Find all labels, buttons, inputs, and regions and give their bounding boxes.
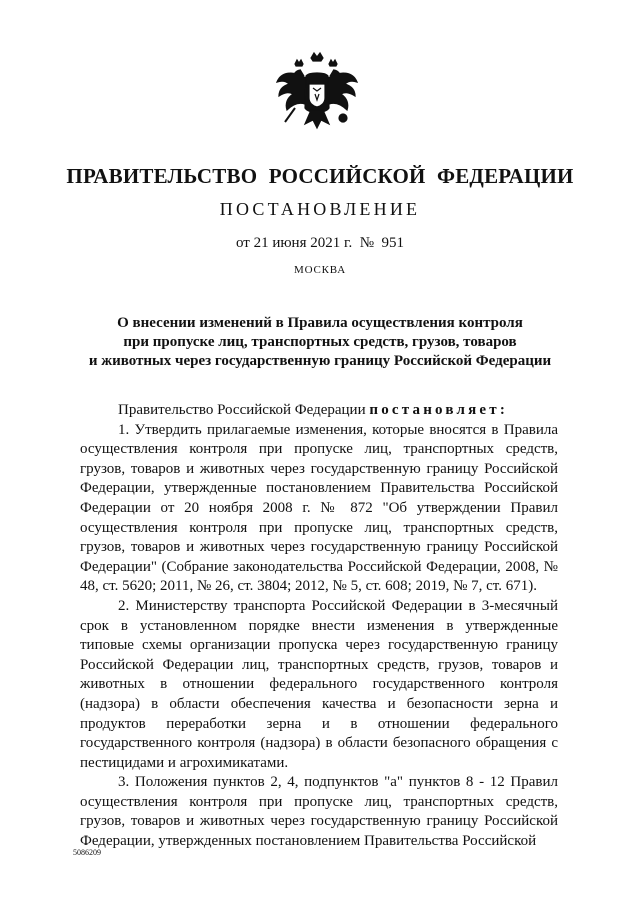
subject-line: при пропуске лиц, транспортных средств, грузов, товаров [123, 334, 517, 350]
document-subject [70, 314, 570, 371]
body-intro [80, 401, 558, 421]
document-city: МОСКВА [294, 264, 346, 276]
body-paragraph-2: 2. Министерству транспорта Российской Федерации в 3-месячный срок в установленном порядке внести изменения в утвержденные типовые схемы организации пропуска через государственную границу Российской Федерации лиц, транспортных средств, грузов, товаров и животных в отношении федерального государственного контроля (надзора) в области обеспечения качества и безопасности зерна и продуктов переработки зерна и в отношении федерального государственного контроля (надзора) в области безопасного обращения с пестицидами и агрохимикатами. [80, 597, 558, 771]
document-date-number: от 21 июня 2021 г. № 951 [235, 235, 405, 251]
subject-line: О внесении изменений в Правила осуществления контроля [117, 315, 523, 331]
body-paragraph-3: 3. Положения пунктов 2, 4, подпунктов "а" пунктов 8 - 12 Правил осуществления контроля при пропуске лиц, транспортных средств, грузов, товаров и животных через государственную границу Российской Федерации, утвержденных постановлением Правительства Российской [80, 774, 558, 850]
body-paragraph-1: 1. Утвердить прилагаемые изменения, которые вносятся в Правила осуществления контроля при пропуске лиц, транспортных средств, грузов, товаров и животных через государственную границу Российской Федерации, утвержденные постановлением Правительства Российской Федерации от 20 ноября 2008 г. № 872 "Об утверждении Правил осуществления контроля при пропуске лиц, транспортных средств, грузов, товаров и животных через государственную границу Российской Федерации" (Собрание законодательства Российской Федерации, 2008, № 48, ст. 5620; 2011, № 26, ст. 3804; 2012, № 5, ст. 608; 2019, № 7, ст. 671). [80, 421, 558, 595]
intro-text: Правительство Российской Федерации [118, 402, 370, 418]
intro-decree-word: постановляет: [369, 402, 509, 418]
coat-of-arms-icon [273, 48, 361, 140]
document-type: ПОСТАНОВЛЕНИЕ [219, 199, 421, 219]
document-id: 5086209 [73, 848, 101, 857]
document-body [80, 401, 558, 852]
government-title: ПРАВИТЕЛЬСТВО РОССИЙСКОЙ ФЕДЕРАЦИИ [66, 164, 574, 188]
subject-line: и животных через государственную границу Российской Федерации [88, 353, 552, 369]
